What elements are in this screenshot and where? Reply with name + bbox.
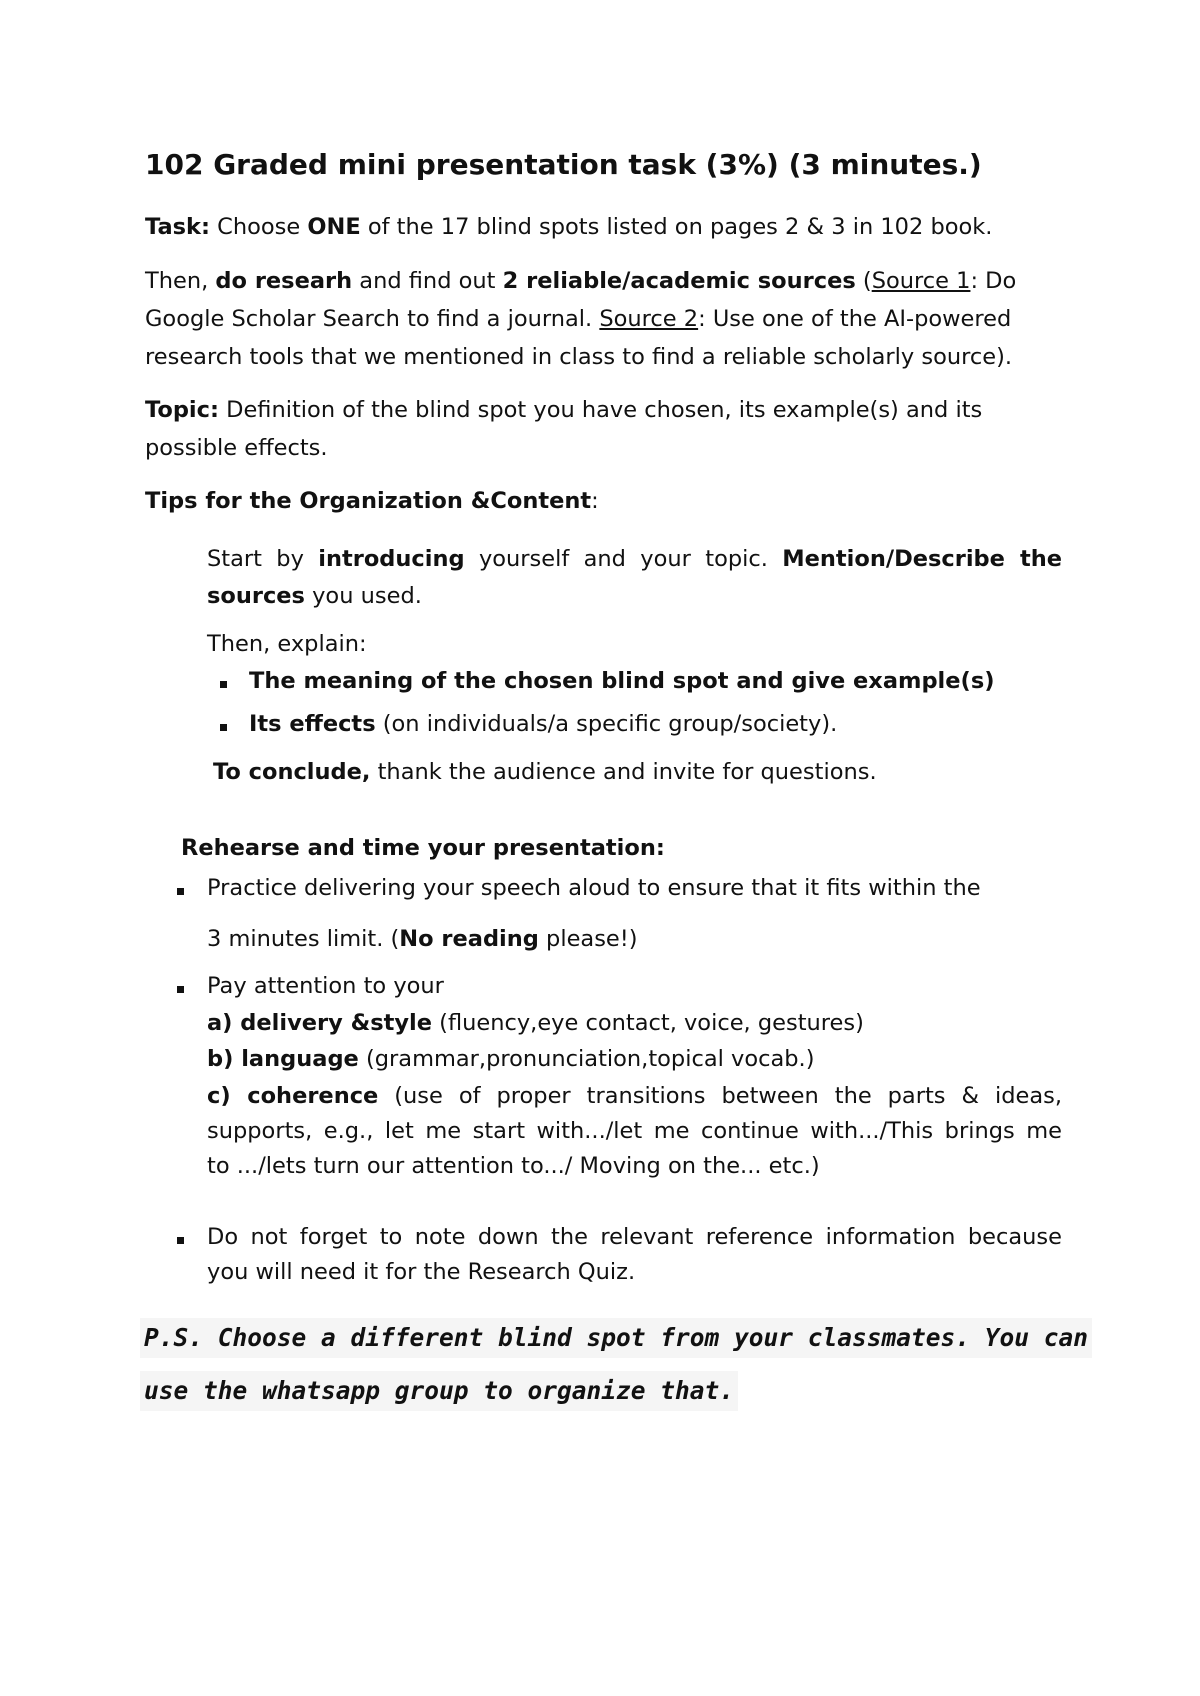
language-line: b) language (grammar,pronunciation,topical vocab.) — [207, 1046, 815, 1072]
start-line-1: Start by introducing yourself and your topic. Mention/Describe the — [207, 546, 1062, 572]
research-line-2: Google Scholar Search to find a journal. Source 2: Use one of the AI-powered — [145, 306, 1012, 332]
note-line-1: Do not forget to note down the relevant reference information because — [207, 1224, 1062, 1250]
explain-line: Then, explain: — [207, 631, 367, 657]
task-line: Task: Choose ONE of the 17 blind spots listed on pages 2 & 3 in 102 book. — [145, 214, 993, 240]
source-1-label: Source 1 — [871, 268, 971, 294]
topic-line-2: possible effects. — [145, 435, 328, 461]
tips-heading: Tips for the Organization &Content: — [145, 488, 599, 514]
bullet-icon — [177, 888, 184, 895]
bullet-icon — [177, 1237, 184, 1244]
delivery-line: a) delivery &style (fluency,eye contact, voice, gestures) — [207, 1010, 864, 1036]
ps-line-2: use the whatsapp group to organize that. — [140, 1371, 738, 1411]
bullet-icon — [220, 681, 227, 688]
attention-line: Pay attention to your — [207, 973, 444, 999]
page-title: 102 Graded mini presentation task (3%) (3 minutes.) — [145, 148, 982, 181]
ps-line-1: P.S. Choose a different blind spot from your classmates. You can — [140, 1318, 1092, 1358]
bullet-icon — [220, 724, 227, 731]
research-line-1: Then, do researh and find out 2 reliable/academic sources (Source 1: Do — [145, 268, 1017, 294]
source-2-label: Source 2 — [599, 306, 699, 332]
coherence-line-1: c) coherence (use of proper transitions between the parts & ideas, — [207, 1083, 1062, 1109]
conclude-line: To conclude, thank the audience and invite for questions. — [213, 759, 877, 785]
topic-label: Topic: — [145, 397, 219, 423]
research-line-3: research tools that we mentioned in class to find a reliable scholarly source). — [145, 344, 1013, 370]
bullet-icon — [177, 986, 184, 993]
rehearse-heading: Rehearse and time your presentation: — [181, 835, 665, 861]
list-item-meaning: The meaning of the chosen blind spot and give example(s) — [249, 668, 995, 694]
task-label: Task: — [145, 214, 210, 240]
coherence-line-3: to .../lets turn our attention to.../ Moving on the... etc.) — [207, 1153, 820, 1179]
list-item-effects: Its effects (on individuals/a specific group/society). — [249, 711, 838, 737]
note-line-2: you will need it for the Research Quiz. — [207, 1259, 636, 1285]
coherence-line-2: supports, e.g., let me start with.../let me continue with.../This brings me — [207, 1118, 1062, 1144]
practice-line-1: Practice delivering your speech aloud to ensure that it fits within the — [207, 875, 981, 901]
start-line-2: sources you used. — [207, 583, 422, 609]
practice-line-2: 3 minutes limit. (No reading please!) — [207, 926, 638, 952]
topic-line-1: Topic: Definition of the blind spot you have chosen, its example(s) and its — [145, 397, 983, 423]
